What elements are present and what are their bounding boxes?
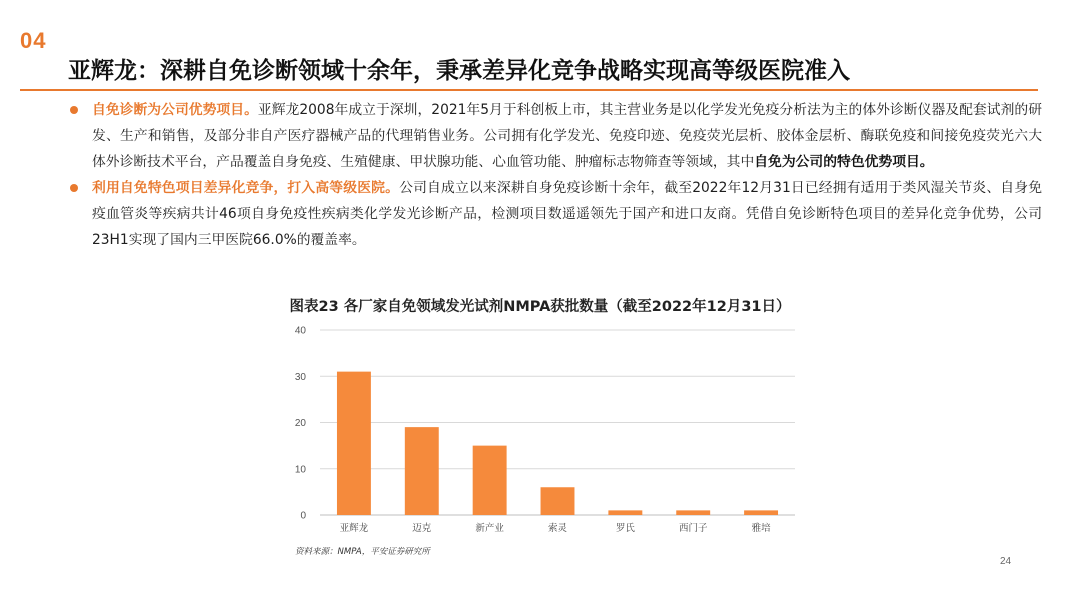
title-divider (20, 89, 1038, 91)
bullet-dot-icon (70, 106, 78, 114)
bullet-dot-icon (70, 184, 78, 192)
chart-title: 图表23 各厂家自免领域发光试剂NMPA获批数量（截至2022年12月31日） (289, 299, 791, 315)
x-category-label: 新产业 (475, 523, 504, 534)
source-note: 资料来源：NMPA，平安证券研究所 (295, 547, 430, 557)
y-tick-label: 40 (294, 325, 306, 337)
x-category-label: 迈克 (412, 523, 432, 534)
bar (541, 487, 575, 515)
y-tick-label: 10 (294, 464, 306, 476)
bullet-item-2 (70, 175, 1042, 253)
bullet-body: 亚辉龙2008年成立于深圳，2021年5月于科创板上市，其主营业务是以化学发光免疫分析法为主的体外诊断仪器及配套试剂的研发、生产和销售，及部分非自产医疗器械产品的代理销售业务。公司拥有化学发光、免疫印迹、免疫荧光层析、胶体金层析、酶联免疫和间接免疫荧光六大体外诊断技术平台，产品覆盖自身免疫、生殖健康、甲状腺功能、心血管功能、肿瘤标志物筛查等领域，其中 (92, 102, 1043, 170)
bar (473, 446, 507, 515)
y-tick-label: 30 (294, 371, 306, 383)
section-number: 04 (20, 28, 47, 53)
bar (676, 510, 710, 515)
x-category-label: 亚辉龙 (339, 523, 369, 534)
bar (405, 427, 439, 515)
page-number: 24 (1000, 556, 1012, 567)
bullet-item-1 (70, 97, 1042, 175)
bullet-list (70, 97, 1042, 253)
y-tick-label: 20 (294, 418, 306, 429)
bar-chart (280, 318, 810, 543)
x-category-label: 雅培 (751, 523, 771, 534)
page-title: 亚辉龙：深耕自免诊断领域十余年，秉承差异化竞争战略实现高等级医院准入 (68, 58, 850, 84)
bullet-body: 公司自成立以来深耕自身免疫诊断十余年，截至2022年12月31日已经拥有适用于类风湿关节炎、自身免疫血管炎等疾病共计46项自身免疫性疾病类化学发光诊断产品，检测项目数遥遥领先于国产和进口友商。凭借自免诊断特色项目的差异化竞争优势，公司23H1实现了国内三甲医院66.0%的覆盖率。 (92, 180, 1042, 248)
bullet-bold-tail: 自免为公司的特色优势项目。 (754, 154, 934, 170)
x-category-label: 罗氏 (615, 523, 635, 534)
x-category-label: 索灵 (547, 523, 568, 534)
bar (744, 510, 778, 515)
y-tick-label: 0 (300, 510, 306, 522)
bar (608, 510, 642, 515)
bar (337, 372, 371, 515)
bullet-lead: 利用自免特色项目差异化竞争，打入高等级医院。 (92, 180, 400, 196)
x-category-label: 西门子 (678, 523, 708, 534)
bullet-lead: 自免诊断为公司优势项目。 (92, 102, 258, 118)
